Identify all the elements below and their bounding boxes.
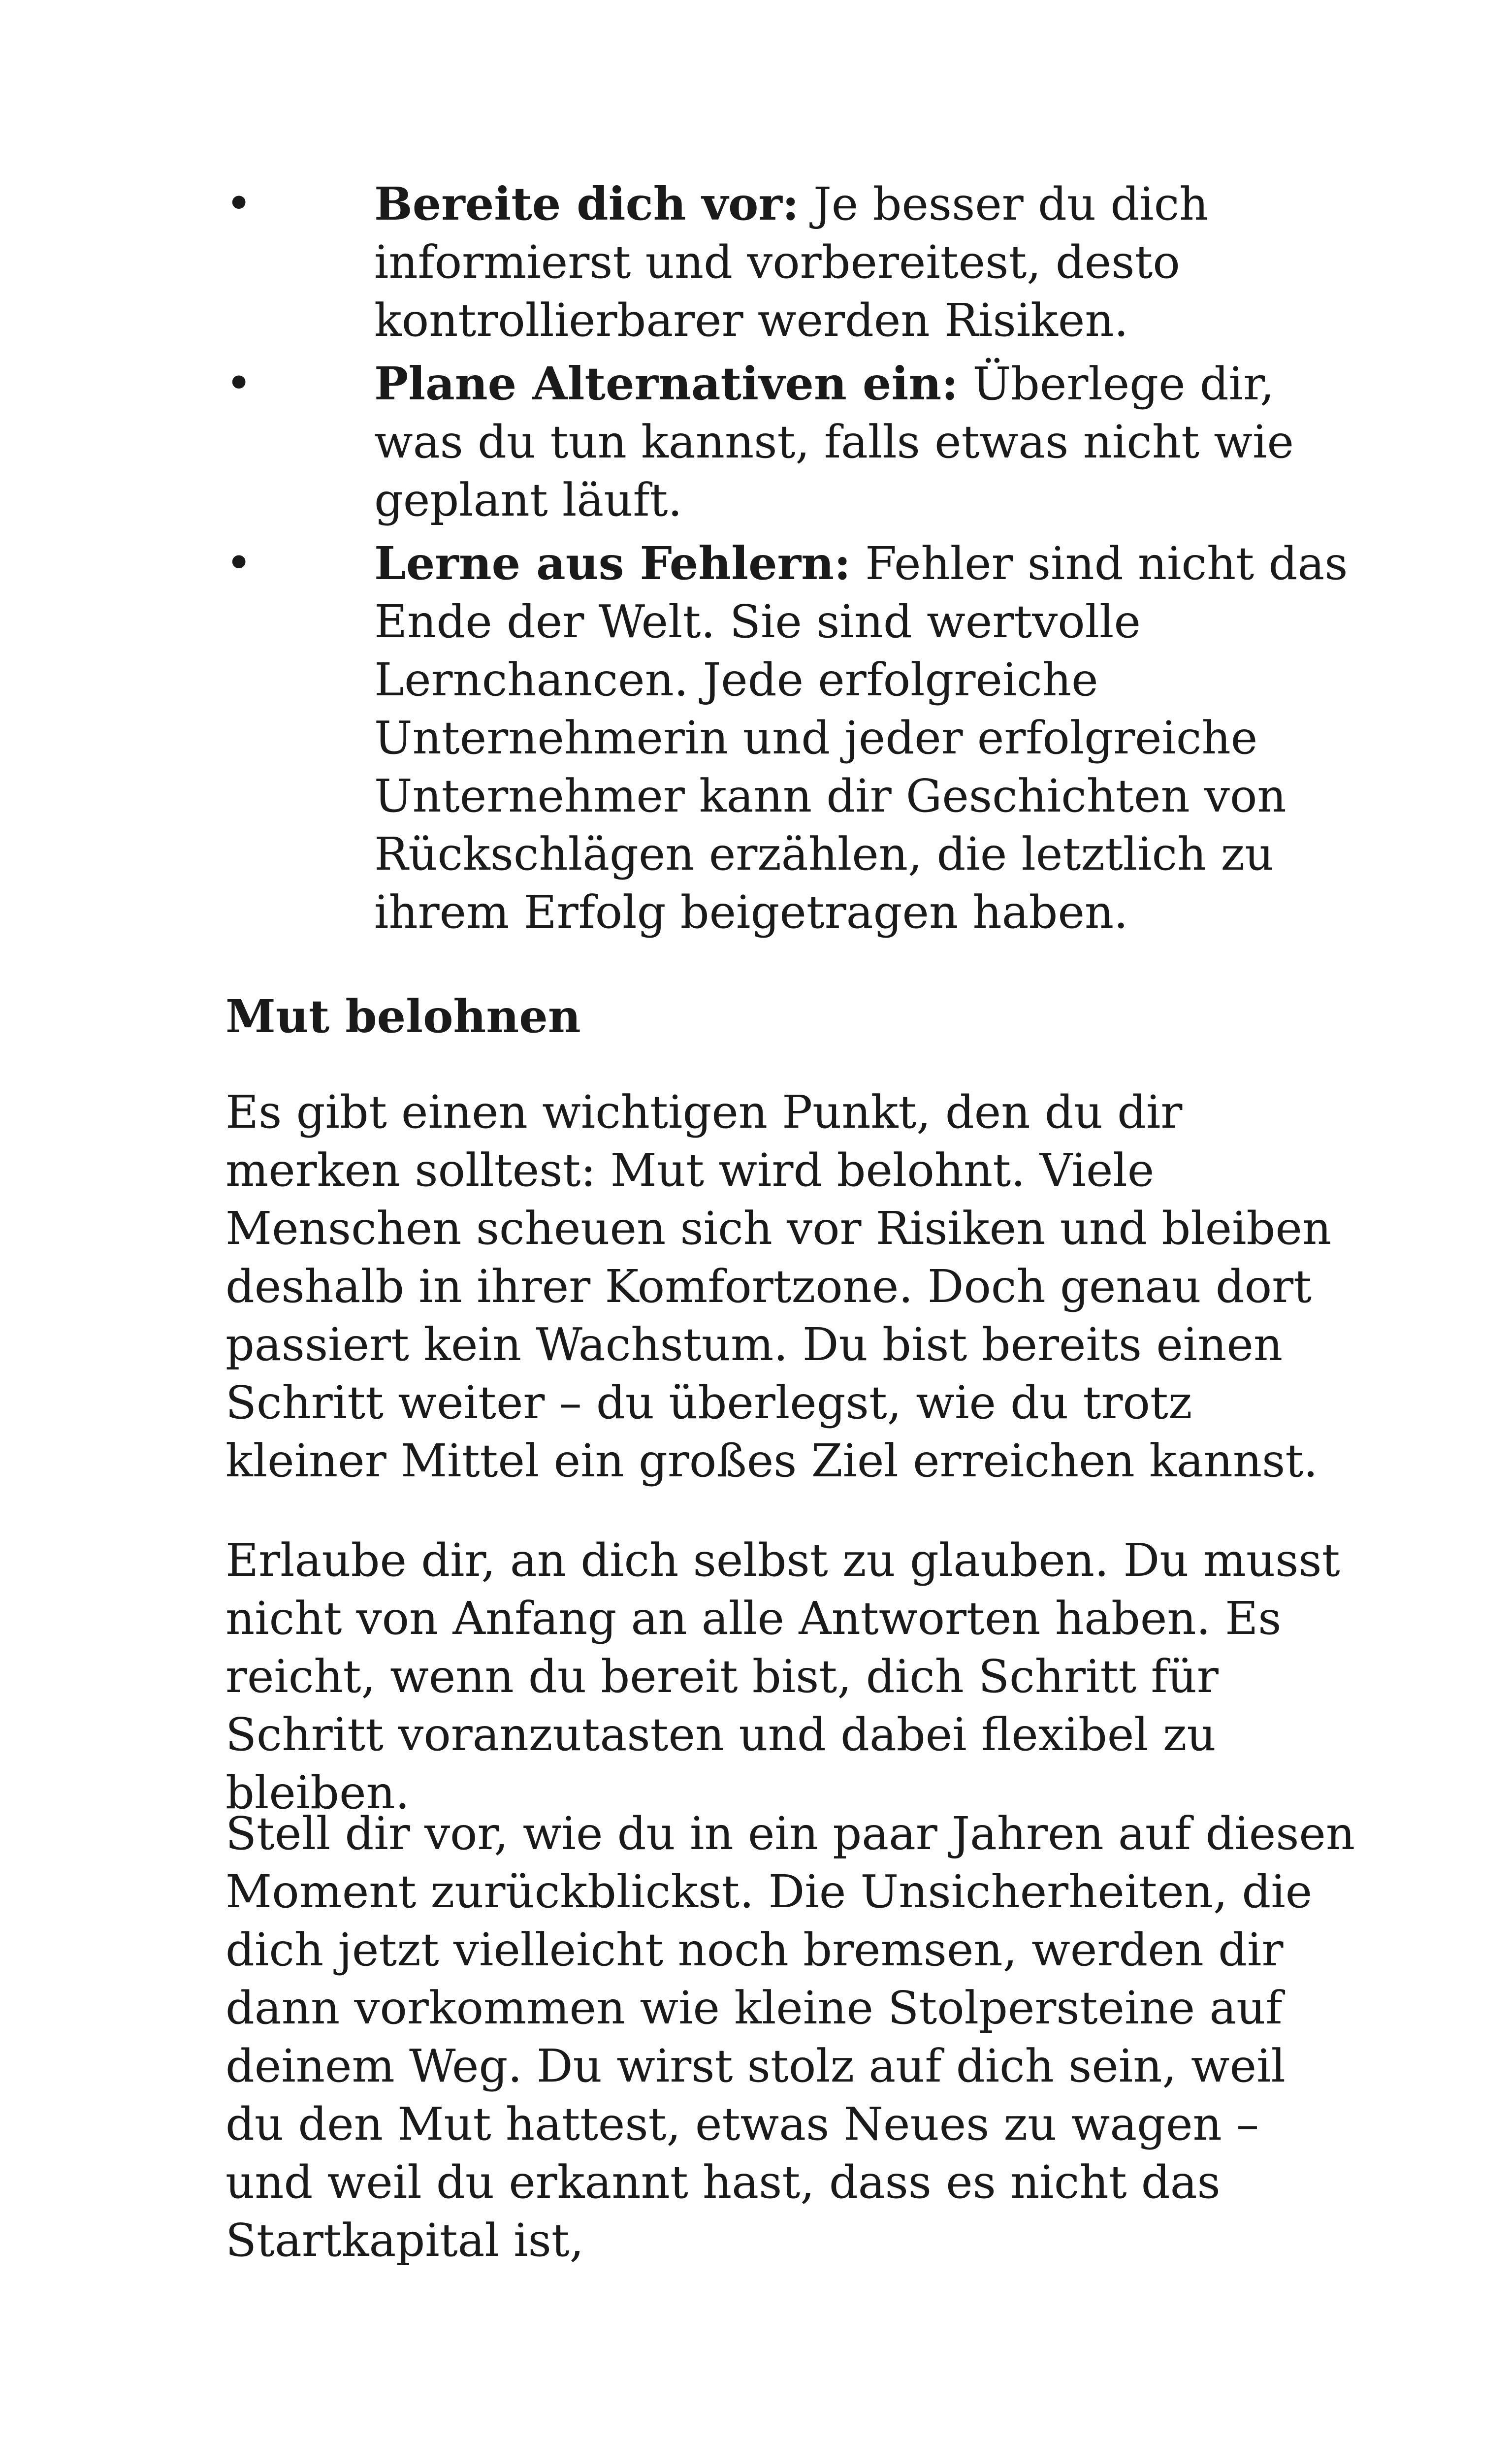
bullet-text: Überlege dir, was du tun kannst, falls etwas nicht wie geplant läuft. bbox=[374, 358, 1294, 526]
bullet-text: Fehler sind nicht das Ende der Welt. Sie sind wertvolle Lernchancen. Jede erfolgreiche Unternehmerin und jeder erfolgreiche Unternehmer kann dir Geschichten von Rückschlägen erzählen, die letztlich zu ihrem Erfolg beigetragen haben. bbox=[374, 537, 1348, 939]
section-heading: Mut belohnen bbox=[225, 990, 581, 1043]
bullet-text: Je besser du dich informierst und vorbereitest, desto kontrollierbarer werden Risiken. bbox=[374, 178, 1209, 347]
bullet-item-mistakes bbox=[225, 534, 1358, 942]
bullet-icon: • bbox=[225, 537, 253, 589]
paragraph-believe-yourself: Erlaube dir, an dich selbst zu glauben. Du musst nicht von Anfang an alle Antworten haben. Es reicht, wenn du bereit bist, dich Schritt für Schritt voranzutasten und dabei flexibel zu bleiben. bbox=[225, 1534, 1340, 1819]
bullet-icon: • bbox=[225, 357, 253, 410]
tips-bullet-list bbox=[225, 175, 1358, 946]
paragraph-courage-rewarded: Es gibt einen wichtigen Punkt, den du dir merken solltest: Mut wird belohnt. Viele Menschen scheuen sich vor Risiken und bleiben deshalb in ihrer Komfortzone. Doch genau dort passiert kein Wachstum. Du bist bereits einen Schritt weiter – du überlegst, wie du trotz kleiner Mittel ein großes Ziel erreichen kannst. bbox=[225, 1086, 1332, 1487]
bullet-term: Lerne aus Fehlern: bbox=[374, 537, 851, 590]
bullet-item-alternatives bbox=[225, 355, 1358, 529]
bullet-icon: • bbox=[225, 177, 253, 230]
bullet-term: Bereite dich vor: bbox=[374, 177, 799, 230]
paragraph-look-back: Stell dir vor, wie du in ein paar Jahren auf diesen Moment zurückblickst. Die Unsicherheiten, die dich jetzt vielleicht noch bremsen, werden dir dann vorkommen wie kleine Stolpersteine auf deinem Weg. Du wirst stolz auf dich sein, weil du den Mut hattest, etwas Neues zu wagen – und weil du erkannt hast, dass es nicht das Startkapital ist, bbox=[225, 1807, 1355, 2267]
bullet-item-prepare bbox=[225, 175, 1358, 350]
bullet-term: Plane Alternativen ein: bbox=[374, 357, 959, 410]
